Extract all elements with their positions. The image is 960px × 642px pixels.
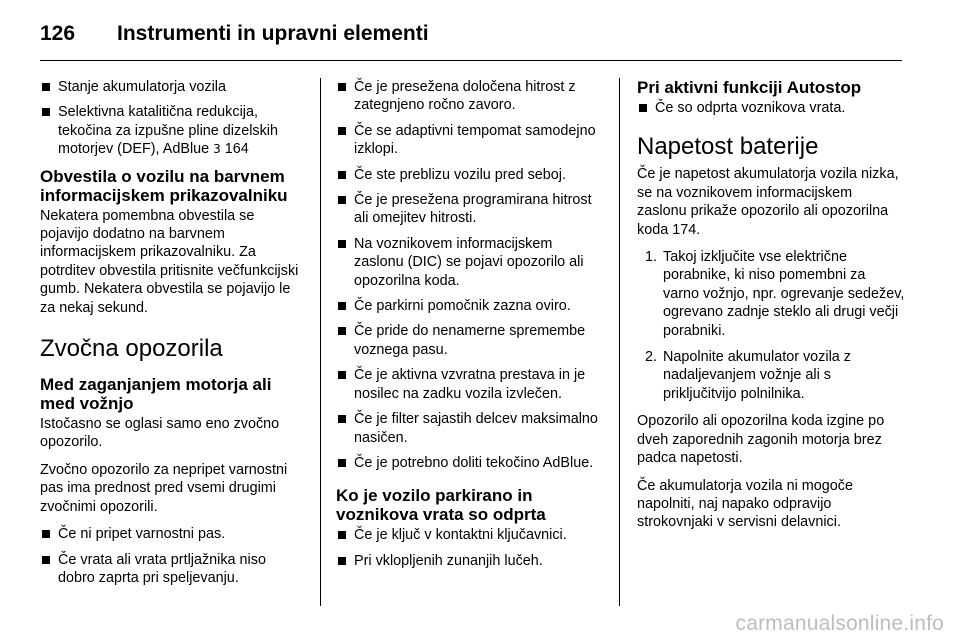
paragraph-service: Če akumulatorja vozila ni mogoče napolniti, naj napako odpravijo strokovnjaki v servisni delavnici. xyxy=(637,477,853,531)
bullet-list-status xyxy=(40,78,306,159)
list-item: Če parkirni pomočnik zazna oviro. xyxy=(336,297,602,315)
paragraph-warning-disappears: Opozorilo ali opozorilna koda izgine po dveh zaporednih zagonih motorja brez padca napetosti. xyxy=(637,413,885,467)
bullet-list-warnings-parked xyxy=(336,526,602,570)
list-item: Če ste preblizu vozilu pred seboj. xyxy=(336,166,602,184)
column-1 xyxy=(40,78,306,594)
list-item: Na voznikovem informacijskem zaslonu (DIC) se pojavi opozorilo ali opozorilna koda. xyxy=(336,235,602,290)
section-title-napetost-baterije: Napetost baterije xyxy=(637,133,819,161)
paragraph-obvestila: Nekatera pomembna obvestila se pojavijo dodatno na barvnem informacijskem prikazovalniku. Za potrditev obvestila pritisnite večfunkcijski gumb. Nekatera obvestila se pojavijo le za nekaj sekund. xyxy=(40,207,299,316)
paragraph-seatbelt-priority: Zvočno opozorilo za nepripet varnostni pas ima prednost pred vsemi drugimi zvočnimi opozorili. xyxy=(40,461,288,515)
page-reference[interactable]: 164 xyxy=(224,141,249,158)
list-item: Če je ključ v kontaktni ključavnici. xyxy=(336,526,602,544)
column-divider-2 xyxy=(619,78,620,606)
watermark: carmanualsonline.info xyxy=(735,612,944,635)
header-divider xyxy=(40,60,902,61)
page-number: 126 xyxy=(40,22,76,45)
step-number: 2. xyxy=(645,349,658,366)
list-item: Če je potrebno doliti tekočino AdBlue. xyxy=(336,454,602,472)
column-2 xyxy=(336,78,602,577)
bullet-list-autostop xyxy=(637,99,905,117)
page-title: Instrumenti in upravni elementi xyxy=(117,22,429,45)
list-item: Če ni pripet varnostni pas. xyxy=(40,525,306,543)
step-number: 1. xyxy=(645,249,658,266)
bullet-list-warnings-start xyxy=(40,525,306,587)
bullet-list-warnings-driving xyxy=(336,78,602,472)
list-item: Če so odprta voznikova vrata. xyxy=(637,99,905,117)
column-divider-1 xyxy=(320,78,321,606)
list-item: Če pride do nenamerne spremembe voznega pasu. xyxy=(336,322,602,359)
numbered-steps xyxy=(637,248,905,403)
page-reference-arrow-icon: 3 xyxy=(213,142,221,157)
paragraph-one-warning: Istočasno se oglasi samo eno zvočno opozorilo. xyxy=(40,416,280,451)
list-item: Selektivna katalitična redukcija, tekočina za izpušne pline dizelskih motorjev (DEF), AdBlue 3 164 xyxy=(40,103,306,158)
section-title-zvocna-opozorila: Zvočna opozorila xyxy=(40,335,223,363)
list-item: 1. Takoj izključite vse električne porabnike, ki niso pomembni za varno vožnjo, npr. ogrevanje sedežev, ogrevano zadnje steklo ali drugi večji porabniki. xyxy=(645,249,905,339)
list-item: Če je aktivna vzvratna prestava in je nosilec na zadku vozila izvlečen. xyxy=(336,366,602,403)
subsection-heading-parkirano: Ko je vozilo parkirano in voznikova vrata so odprta xyxy=(336,486,546,525)
column-3 xyxy=(637,78,905,541)
list-item: Če je filter sajastih delcev maksimalno nasičen. xyxy=(336,410,602,447)
subsection-heading-zaganjanje: Med zaganjanjem motorja ali med vožnjo xyxy=(40,375,272,414)
paragraph-battery-intro: Če je napetost akumulatorja vozila nizka, se na voznikovem informacijskem zaslonu prikaže opozorilo ali opozorilna koda 174. xyxy=(637,166,899,238)
page-header xyxy=(40,14,920,54)
list-item: Če je presežena določena hitrost z zategnjeno ročno zavoro. xyxy=(336,78,602,115)
list-item: Pri vklopljenih zunanjih lučeh. xyxy=(336,552,602,570)
list-item: Če vrata ali vrata prtljažnika niso dobro zaprta pri speljevanju. xyxy=(40,551,306,588)
list-item: Če se adaptivni tempomat samodejno izklopi. xyxy=(336,122,602,159)
subsection-heading-autostop: Pri aktivni funkciji Autostop xyxy=(637,78,862,97)
list-item: 2. Napolnite akumulator vozila z nadaljevanjem vožnje ali s priključitvijo polnilnika. xyxy=(645,349,851,402)
list-item: Stanje akumulatorja vozila xyxy=(40,78,306,96)
list-item: Če je presežena programirana hitrost ali omejitev hitrosti. xyxy=(336,191,602,228)
section-heading-obvestila: Obvestila o vozilu na barvnem informacijskem prikazovalniku xyxy=(40,166,288,205)
